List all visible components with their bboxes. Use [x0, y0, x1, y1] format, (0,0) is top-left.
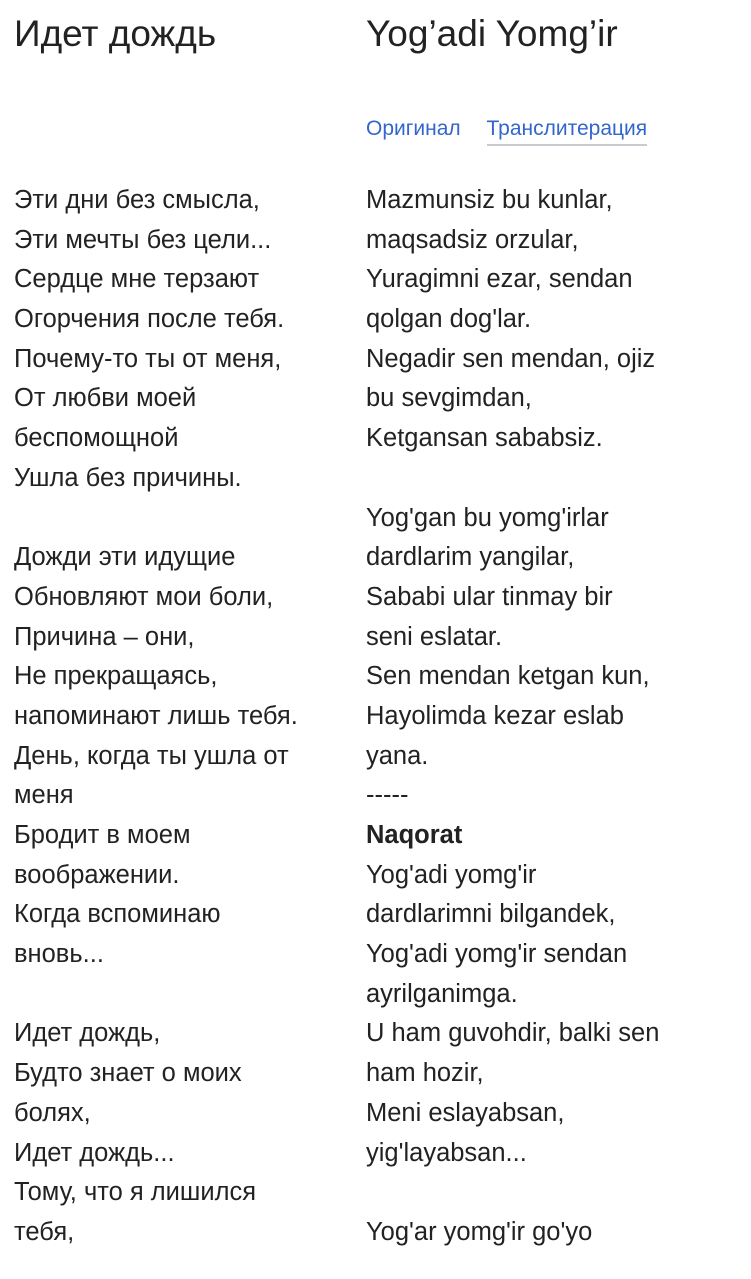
- lyric-line: Почему-то ты от меня,: [14, 344, 282, 373]
- lyric-line: U ham guvohdir, balki sen: [366, 1019, 660, 1048]
- lyric-line: Mazmunsiz bu kunlar,: [366, 186, 613, 214]
- original-title: Идет дождь: [14, 13, 217, 54]
- lyric-line: Hayolimda kezar eslab: [366, 701, 624, 730]
- original-lyrics: [14, 181, 298, 1253]
- lyric-line: тебя,: [14, 1217, 75, 1246]
- lyric-line: maqsadsiz orzular,: [366, 225, 579, 254]
- lyric-line: Yog'adi yomg'ir: [366, 860, 537, 889]
- lyric-line: Sababi ular tinmay bir: [366, 582, 613, 611]
- lyric-line: [366, 1173, 659, 1213]
- lyric-line: Эти дни без смысла,: [14, 186, 260, 214]
- lyric-line: Когда вспоминаю: [14, 900, 221, 929]
- lyric-line: меня: [14, 781, 74, 810]
- lyric-line: Не прекращаясь,: [14, 662, 218, 691]
- lyric-line: [366, 459, 659, 499]
- lyric-line: ayrilganimga.: [366, 979, 518, 1008]
- lyric-line: Будто знает о моих: [14, 1059, 242, 1088]
- lyric-line: ham hozir,: [366, 1059, 484, 1088]
- lyric-line: Бродит в моем: [14, 821, 191, 849]
- lyric-line: [14, 975, 298, 1015]
- tab-original[interactable]: Оригинал: [366, 117, 461, 140]
- lyric-line: Sen mendan ketgan kun,: [366, 662, 650, 691]
- lyric-line: вновь...: [14, 940, 104, 969]
- lyric-line: Причина – они,: [14, 622, 195, 651]
- lyric-line: Negadir sen mendan, ojiz: [366, 344, 656, 373]
- lyric-line: Ушла без причины.: [14, 463, 242, 492]
- transliteration-lyrics: [366, 181, 659, 1253]
- lyric-line: bu sevgimdan,: [366, 384, 532, 413]
- lyric-line: Огорчения после тебя.: [14, 305, 285, 334]
- lyric-line: yig'layabsan...: [366, 1138, 527, 1167]
- lyric-line: dardlarim yangilar,: [366, 543, 575, 572]
- translation-title: Yog’adi Yomg’ir: [366, 13, 618, 54]
- lyric-line: беспомощной: [14, 424, 179, 453]
- lyric-line: Yuragimni ezar, sendan: [366, 265, 633, 294]
- lyric-line: Yog'ar yomg'ir go'yo: [366, 1217, 593, 1246]
- lyric-line: yana.: [366, 741, 429, 770]
- lyric-line: болях,: [14, 1098, 91, 1127]
- lyric-line: -----: [366, 781, 409, 810]
- lyric-line: Эти мечты без цели...: [14, 225, 272, 254]
- lyric-line: Ketgansan sababsiz.: [366, 424, 603, 453]
- lyric-line: воображении.: [14, 860, 180, 889]
- lyric-line: qolgan dog'lar.: [366, 305, 532, 334]
- lyric-line: Yog'adi yomg'ir sendan: [366, 940, 628, 969]
- lyric-line: [14, 499, 298, 539]
- lyric-line: Обновляют мои боли,: [14, 582, 274, 611]
- lyric-line: Идет дождь,: [14, 1019, 161, 1048]
- lyric-line: seni eslatar.: [366, 622, 503, 651]
- lyric-line: Yog'gan bu yomg'irlar: [366, 503, 609, 532]
- lyric-line: Тому, что я лишился: [14, 1178, 257, 1207]
- view-tabs: [366, 114, 647, 146]
- chorus-heading: Naqorat: [366, 821, 463, 849]
- lyric-line: Сердце мне терзают: [14, 265, 260, 294]
- lyric-line: Дожди эти идущие: [14, 543, 236, 572]
- tab-transliteration[interactable]: Транслитерация: [487, 114, 648, 146]
- lyric-line: dardlarimni bilgandek,: [366, 900, 616, 929]
- lyric-line: От любви моей: [14, 384, 197, 413]
- lyric-line: День, когда ты ушла от: [14, 741, 289, 770]
- lyric-line: Идет дождь...: [14, 1138, 175, 1167]
- lyric-line: Meni eslayabsan,: [366, 1098, 565, 1127]
- lyric-line: напоминают лишь тебя.: [14, 701, 298, 730]
